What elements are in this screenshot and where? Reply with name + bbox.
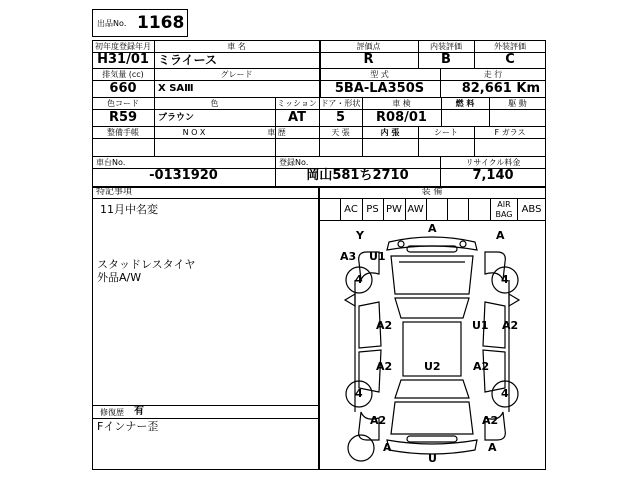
mark-top-right: A <box>496 229 505 242</box>
mark-bottom-center: U <box>428 452 437 465</box>
equip-abs: ABS <box>521 204 542 215</box>
doors-value: 5 <box>335 110 346 125</box>
mark-right-rear: A2 <box>482 414 499 427</box>
mark-right-door-rear: A2 <box>473 360 490 373</box>
inspection-value: R08/01 <box>376 110 427 125</box>
remarks-header: 特記事項 <box>96 187 133 197</box>
tire-front-left: 4 <box>355 273 363 286</box>
repair-note: Fインナー歪 <box>97 420 159 433</box>
remark-line-2: スタッドレスタイヤ <box>97 258 196 271</box>
mark-right-pillar: U1 <box>472 319 489 332</box>
history-label: 車 歴 <box>267 128 286 137</box>
car-name-label: 車 名 <box>227 42 246 51</box>
reg-no-value: 岡山581ち2710 <box>306 168 409 183</box>
displacement-value: 660 <box>109 81 137 96</box>
remark-line-3: 外品A/W <box>97 271 142 284</box>
mark-bottom-left: A <box>383 441 392 454</box>
lot-number: 1168 <box>137 13 185 33</box>
first-reg-label: 初年度登録年月 <box>95 42 151 51</box>
interior-score-value: B <box>441 52 451 67</box>
mark-left-front-upper: A3 <box>340 250 357 263</box>
mark-right-door-front: A2 <box>502 319 519 332</box>
mark-left-front-upper2: U1 <box>369 250 386 263</box>
fuel-label: 燃 料 <box>455 99 475 108</box>
exterior-score-label: 外装評価 <box>494 42 526 51</box>
mark-bottom-right: A <box>488 441 497 454</box>
maintenance-book-label: 整備手帳 <box>107 128 139 137</box>
repair-label: 修復歴 <box>100 408 124 417</box>
remark-line-1: 11月中名変 <box>100 203 158 216</box>
transmission-label: ミッション <box>277 99 317 108</box>
drive-label: 駆 動 <box>508 99 527 108</box>
model-value: 5BA-LA350S <box>334 81 425 96</box>
roof-label: 天 張 <box>331 128 350 137</box>
chassis-no-value: -0131920 <box>149 168 218 183</box>
chassis-no-label: 車台No． <box>96 158 131 167</box>
recycle-fee-value: 7,140 <box>472 168 514 183</box>
lot-label: 出品No． <box>97 19 132 28</box>
nox-label: N O X <box>182 128 206 137</box>
car-name-value: ミライース <box>158 53 218 67</box>
equip-ac: AC <box>344 204 358 215</box>
seat-label: シート <box>434 128 458 137</box>
score-value: R <box>363 52 374 67</box>
equip-airbag: AIR BAG <box>495 200 513 219</box>
mark-center: U2 <box>424 360 441 373</box>
lot-box <box>92 9 188 37</box>
equip-ps: PS <box>366 204 379 215</box>
displacement-label: 排気量 (cc) <box>102 70 144 79</box>
inspection-label: 車 検 <box>392 99 411 108</box>
mark-left-door-front: A2 <box>376 319 393 332</box>
reg-no-label: 登録No． <box>279 158 314 167</box>
grade-label: グレード <box>220 70 253 79</box>
mark-top-left: Y <box>356 229 364 242</box>
f-glass-label: F ガラス <box>494 128 526 137</box>
color-code-label: 色コード <box>107 99 139 108</box>
color-code-value: R59 <box>108 110 138 125</box>
color-value: ブラウン <box>158 113 195 123</box>
recycle-fee-label: リサイクル料金 <box>465 158 521 167</box>
tire-rear-right: 4 <box>501 387 509 400</box>
mark-left-door-rear: A2 <box>376 360 393 373</box>
model-label: 型 式 <box>370 70 389 79</box>
mark-top-center: A <box>428 222 437 235</box>
interior-score-label: 内装評価 <box>430 42 462 51</box>
mark-left-rear: A2 <box>370 414 387 427</box>
transmission-value: AT <box>288 110 306 125</box>
equipment-header: 装 備 <box>421 187 443 197</box>
score-label: 評価点 <box>356 42 381 51</box>
mileage-value: 82,661 Km <box>461 81 540 96</box>
equip-aw: AW <box>407 204 424 215</box>
exterior-score-value: C <box>505 52 515 67</box>
color-label: 色 <box>210 99 219 108</box>
repair-value: 有 <box>134 406 144 417</box>
doors-shape-label: ドア・形状 <box>320 99 361 108</box>
equip-pw: PW <box>386 204 402 215</box>
mileage-label: 走 行 <box>483 70 503 79</box>
interior-label: 内 張 <box>380 128 400 137</box>
grade-value: X SAⅢ <box>158 83 194 94</box>
first-reg-value: H31/01 <box>97 52 149 67</box>
tire-front-right: 4 <box>501 273 509 286</box>
tire-rear-left: 4 <box>355 387 363 400</box>
